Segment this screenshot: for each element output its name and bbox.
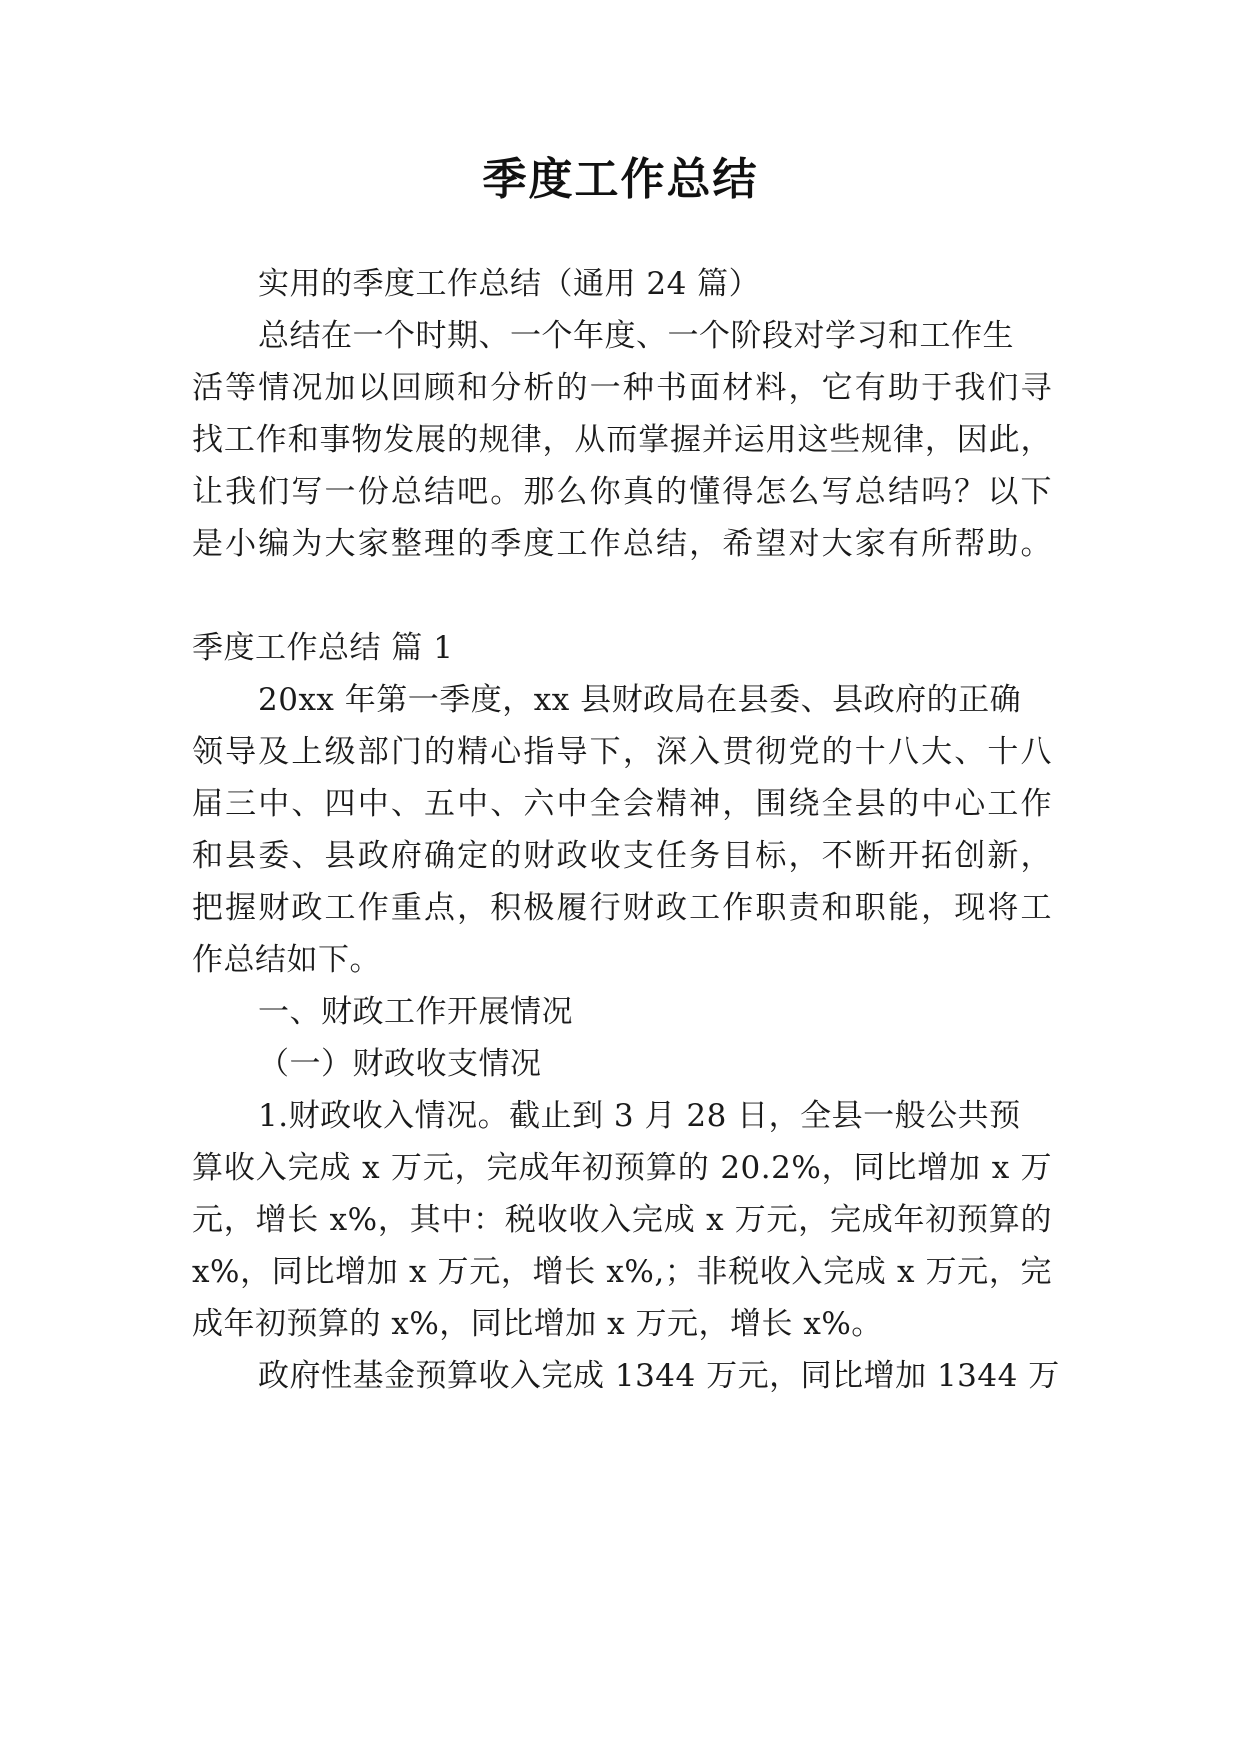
paragraph-line: 把握财政工作重点，积极履行财政工作职责和职能，现将工 bbox=[192, 890, 1052, 926]
section-heading: 季度工作总结 篇 1 bbox=[192, 630, 454, 666]
document-title: 季度工作总结 bbox=[482, 154, 759, 205]
paragraph-line: 总结在一个时期、一个年度、一个阶段对学习和工作生 bbox=[258, 318, 1014, 354]
paragraph-line: 领导及上级部门的精心指导下，深入贯彻党的十八大、十八 bbox=[192, 734, 1052, 770]
subtitle-line: 实用的季度工作总结（通用 24 篇） bbox=[258, 266, 761, 302]
paragraph-line: 让我们写一份总结吧。那么你真的懂得怎么写总结吗？以下 bbox=[192, 474, 1052, 510]
paragraph-line: 1.财政收入情况。截止到 3 月 28 日，全县一般公共预 bbox=[258, 1098, 1021, 1134]
paragraph-line: 找工作和事物发展的规律，从而掌握并运用这些规律，因此， bbox=[192, 422, 1052, 458]
paragraph-line: 作总结如下。 bbox=[192, 942, 381, 978]
paragraph-line: 成年初预算的 x%，同比增加 x 万元，增长 x%。 bbox=[192, 1306, 883, 1342]
paragraph-line: 届三中、四中、五中、六中全会精神，围绕全县的中心工作 bbox=[192, 786, 1052, 822]
paragraph-line: 是小编为大家整理的季度工作总结，希望对大家有所帮助。 bbox=[192, 526, 1052, 562]
subheading: 一、财政工作开展情况 bbox=[258, 994, 573, 1030]
paragraph-line: x%，同比增加 x 万元，增长 x%,；非税收入完成 x 万元，完 bbox=[192, 1254, 1052, 1290]
paragraph-line: 元，增长 x%，其中：税收收入完成 x 万元，完成年初预算的 bbox=[192, 1202, 1052, 1238]
subheading: （一）财政收支情况 bbox=[258, 1046, 542, 1082]
paragraph-line: 政府性基金预算收入完成 1344 万元，同比增加 1344 万 bbox=[258, 1358, 1060, 1394]
paragraph-line: 和县委、县政府确定的财政收支任务目标，不断开拓创新， bbox=[192, 838, 1052, 874]
paragraph-line: 活等情况加以回顾和分析的一种书面材料，它有助于我们寻 bbox=[192, 370, 1052, 406]
paragraph-line: 算收入完成 x 万元，完成年初预算的 20.2%，同比增加 x 万 bbox=[192, 1150, 1052, 1186]
paragraph-line: 20xx 年第一季度，xx 县财政局在县委、县政府的正确 bbox=[258, 682, 1022, 718]
